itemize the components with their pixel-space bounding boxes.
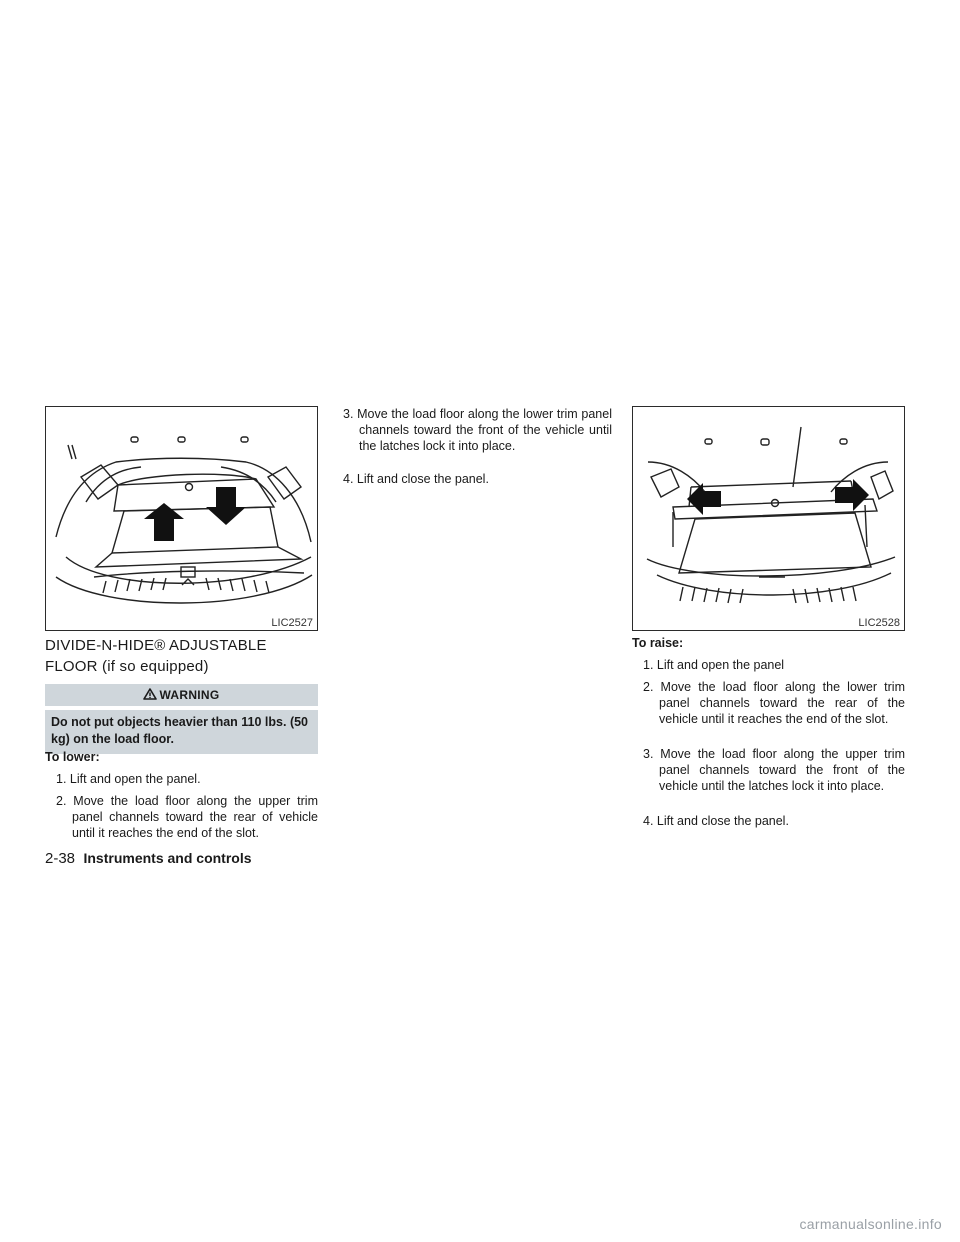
footer-section-title: Instruments and controls	[83, 850, 252, 866]
warning-heading-text: WARNING	[159, 688, 220, 702]
warning-triangle-icon	[143, 688, 157, 700]
raise-step-3: 3. Move the load floor along the upper trim panel channels toward the front of the vehicle until the latches lock it into place.	[643, 747, 905, 793]
lower-step-1: 1. Lift and open the panel.	[56, 772, 201, 786]
lower-heading: To lower:	[45, 750, 100, 764]
cargo-illustration-lower	[46, 407, 317, 630]
warning-text: Do not put objects heavier than 110 lbs. (50 kg) on the load floor.	[45, 710, 318, 754]
arrow-down-icon	[206, 487, 246, 525]
raise-step-4: 4. Lift and close the panel.	[643, 814, 789, 828]
figure-label: LIC2528	[858, 617, 900, 629]
section-title-line1: DIVIDE-N-HIDE® ADJUSTABLE	[45, 637, 267, 654]
raise-heading: To raise:	[632, 636, 684, 650]
watermark: carmanualsonline.info	[799, 1216, 942, 1232]
figure-raise-floor	[632, 406, 905, 631]
section-title-line2: FLOOR (if so equipped)	[45, 658, 209, 675]
warning-box	[45, 684, 318, 754]
lower-step-3: 3. Move the load floor along the lower trim panel channels toward the front of the vehicle until the latches lock it into place.	[343, 407, 612, 453]
section-title	[45, 635, 320, 677]
page-number: 2-38	[45, 850, 76, 867]
lower-step-2: 2. Move the load floor along the upper trim panel channels toward the rear of vehicle until it reaches the end of the slot.	[56, 794, 318, 840]
lower-step-4: 4. Lift and close the panel.	[343, 472, 489, 486]
page-footer	[45, 850, 252, 868]
figure-label: LIC2527	[271, 617, 313, 629]
raise-step-2: 2. Move the load floor along the lower trim panel channels toward the rear of the vehicle until it reaches the end of the slot.	[643, 680, 905, 726]
cargo-illustration-raise	[633, 407, 904, 630]
figure-lower-floor	[45, 406, 318, 631]
arrow-left-icon	[687, 483, 721, 515]
raise-step-1: 1. Lift and open the panel	[643, 658, 785, 672]
warning-heading	[45, 684, 318, 706]
